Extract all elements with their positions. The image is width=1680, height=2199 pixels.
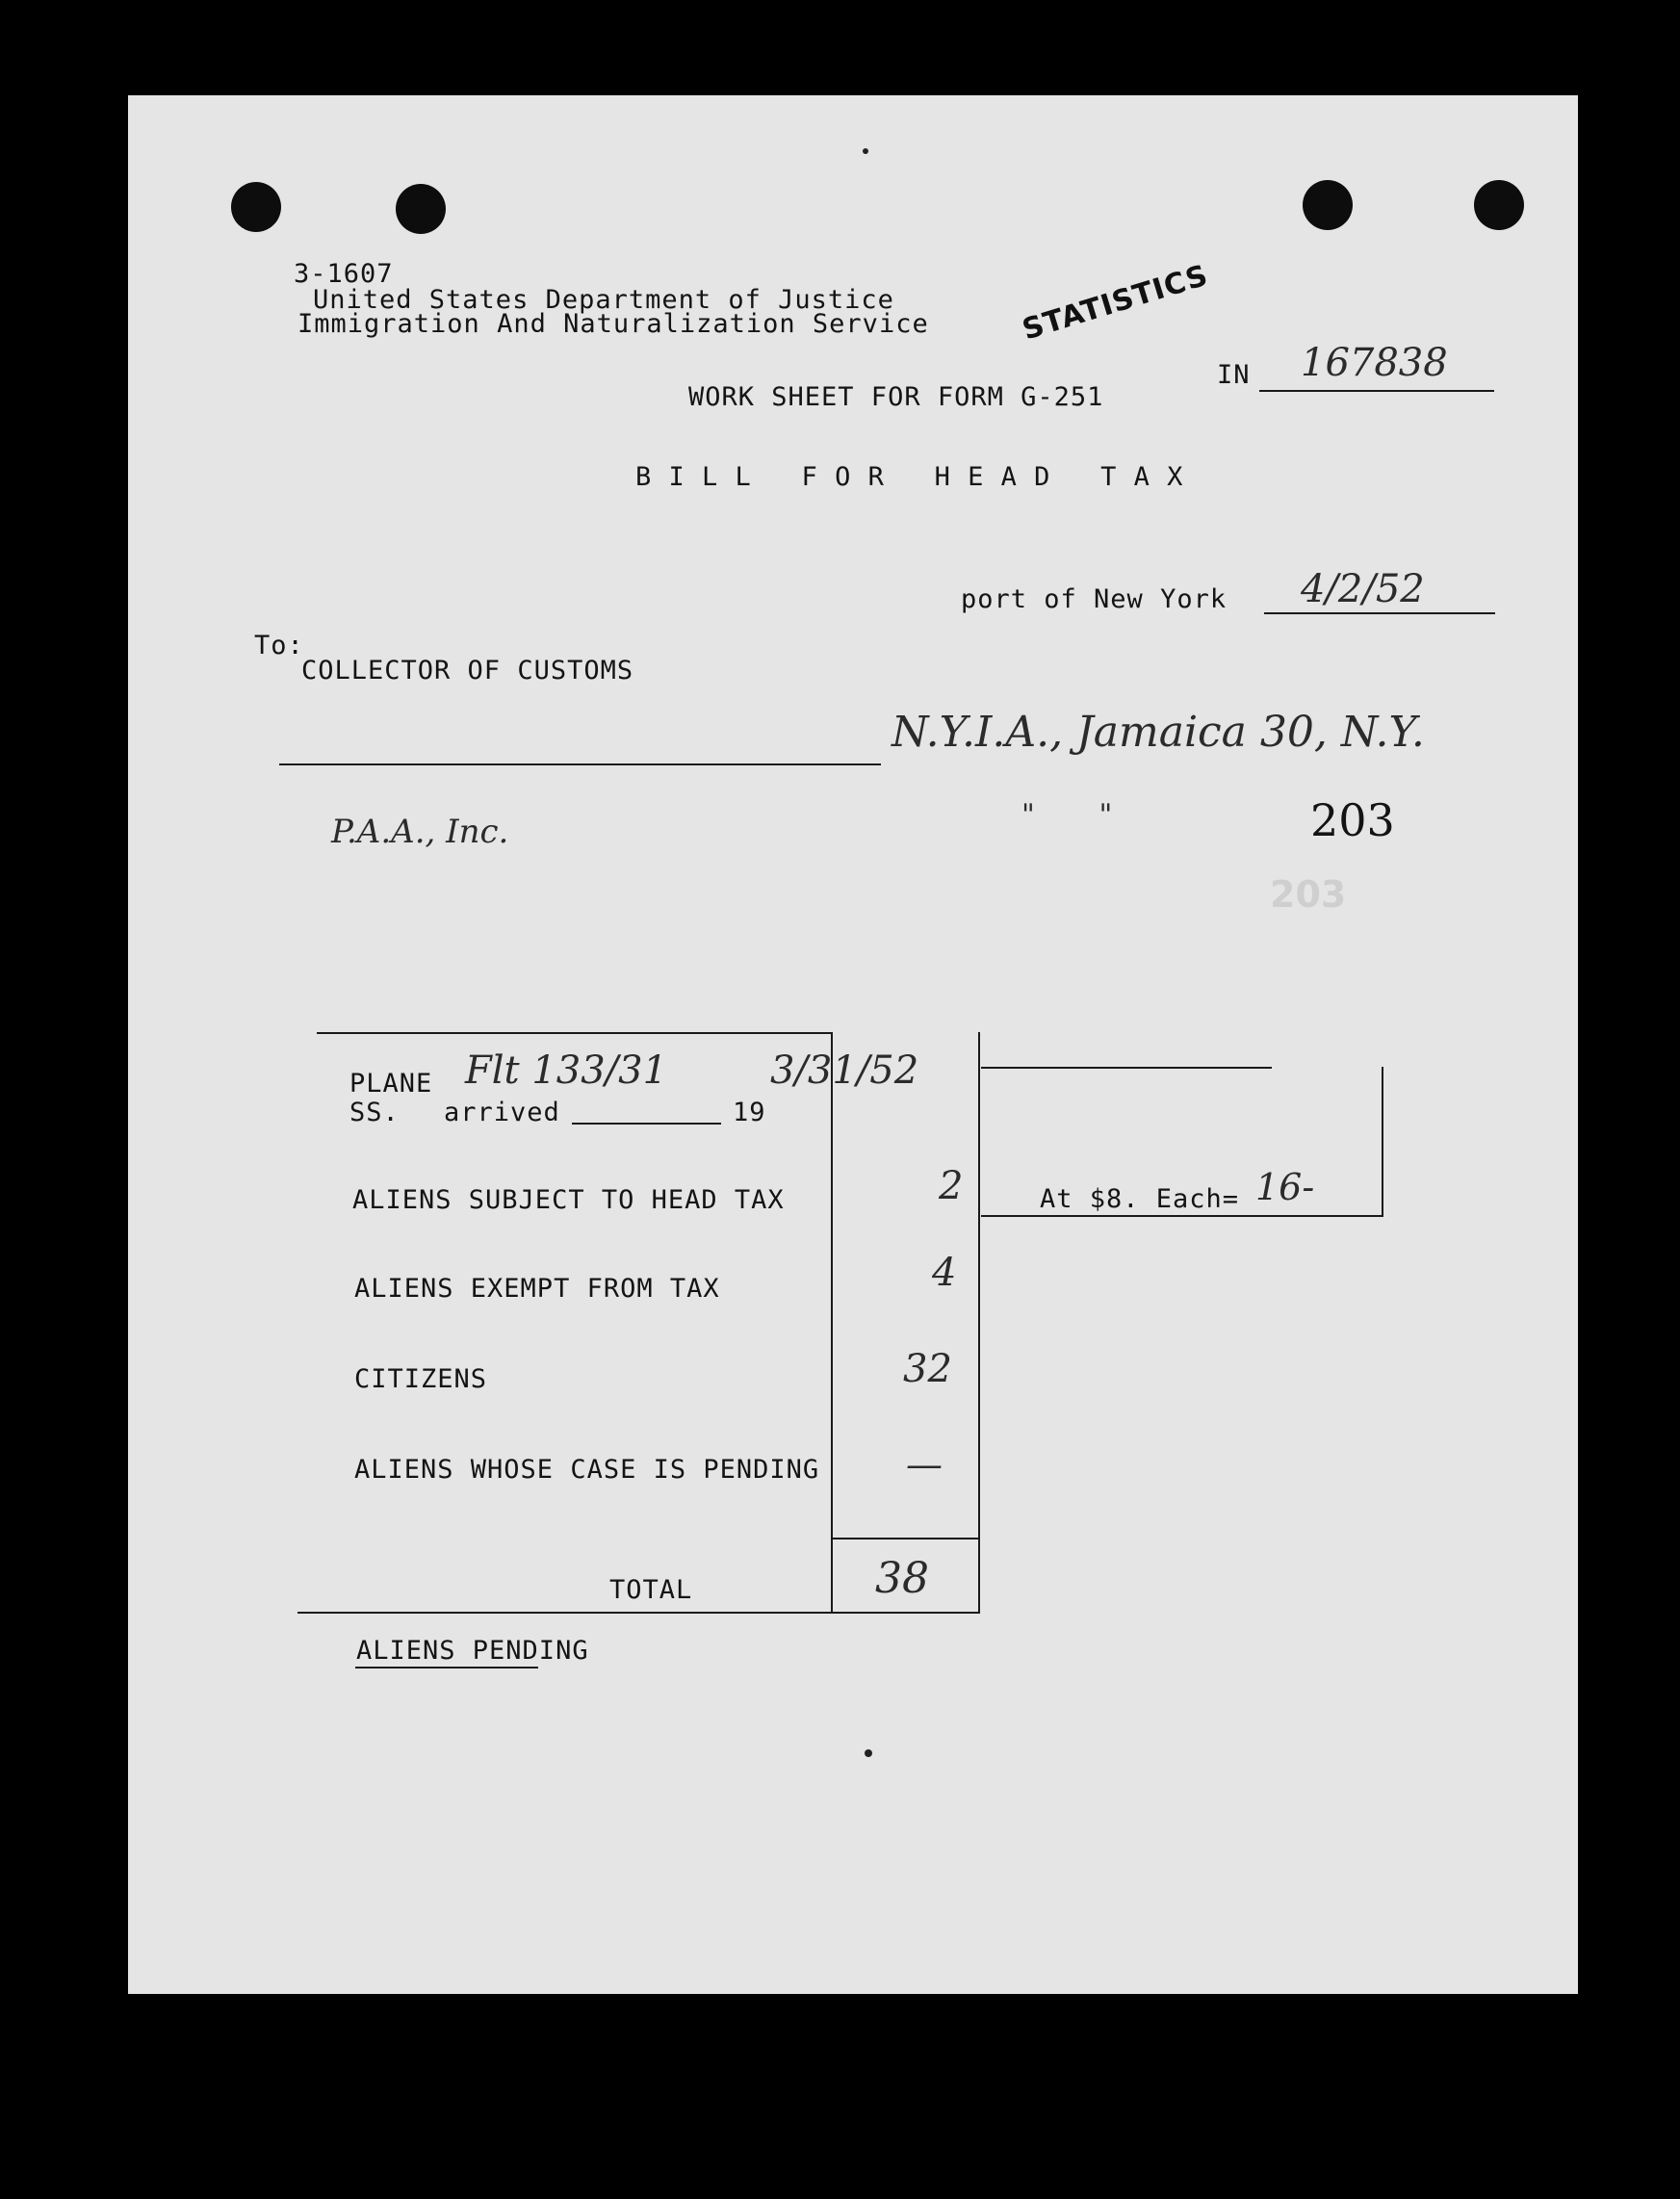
ink-speck [863,148,868,154]
arrival-date: 3/31/52 [770,1048,919,1093]
year-label: 19 [733,1098,766,1127]
total-value: 38 [875,1554,929,1603]
aliens-pending-label: ALIENS PENDING [356,1636,589,1666]
row-value-exempt: 4 [932,1251,957,1295]
company-handwritten: P.A.A., Inc. [331,813,509,851]
table-top-rule [317,1032,832,1034]
plane-label: PLANE [349,1069,433,1099]
in-number-underline [1259,390,1494,392]
to-label: To: [254,631,304,660]
arrived-label: arrived [444,1098,560,1127]
row-value-pending-case: — [906,1443,943,1486]
form-sheet [128,95,1578,1994]
rate-box-bottom [981,1215,1383,1217]
recipient-underline [279,763,881,765]
row-label-pending-case: ALIENS WHOSE CASE IS PENDING [354,1455,820,1485]
in-number: 167838 [1301,341,1448,385]
collector-label: COLLECTOR OF CUSTOMS [301,656,634,686]
table-bottom-rule [297,1612,980,1614]
ditto-marks: " " [1021,798,1113,832]
total-label: TOTAL [609,1575,693,1605]
in-label: IN [1217,360,1251,390]
port-label: port of New York [961,584,1228,614]
port-date: 4/2/52 [1301,567,1425,611]
department-name: United States Department of Justice [313,285,894,315]
table-column-divider [831,1032,833,1613]
row-label-exempt: ALIENS EXEMPT FROM TAX [354,1274,720,1304]
punch-hole [231,182,281,232]
worksheet-title: WORK SHEET FOR FORM G-251 [688,382,1104,412]
faint-stamped-number: 203 [1270,873,1347,916]
service-name: Immigration And Naturalization Service [297,309,929,339]
form-number: 3-1607 [294,259,394,289]
punch-hole [1474,180,1524,230]
punch-hole [1303,180,1353,230]
bill-title: B I L L F O R H E A D T A X [635,462,1184,492]
row-label-citizens: CITIZENS [354,1364,488,1394]
rate-box-right [1382,1067,1383,1215]
rate-label: At $8. Each= [1040,1184,1240,1214]
arrived-underline [572,1123,721,1125]
port-date-underline [1264,612,1495,614]
row-value-subject-to-tax: 2 [939,1164,964,1208]
total-separator [831,1538,980,1539]
rate-total-value: 16- [1255,1166,1315,1208]
row-value-citizens: 32 [903,1347,952,1391]
aliens-pending-underline [355,1667,538,1669]
punch-hole [396,184,446,234]
ink-speck [865,1749,872,1757]
flight-number: Flt 133/31 [465,1048,668,1093]
ss-label: SS. [349,1098,400,1127]
rate-box-top [981,1067,1272,1069]
statistics-stamp: STATISTICS [1019,258,1213,348]
airport-handwritten: N.Y.I.A., Jamaica 30, N.Y. [892,708,1425,757]
stamped-number: 203 [1310,794,1395,846]
row-label-subject-to-tax: ALIENS SUBJECT TO HEAD TAX [352,1185,785,1215]
table-right-border [978,1032,980,1613]
